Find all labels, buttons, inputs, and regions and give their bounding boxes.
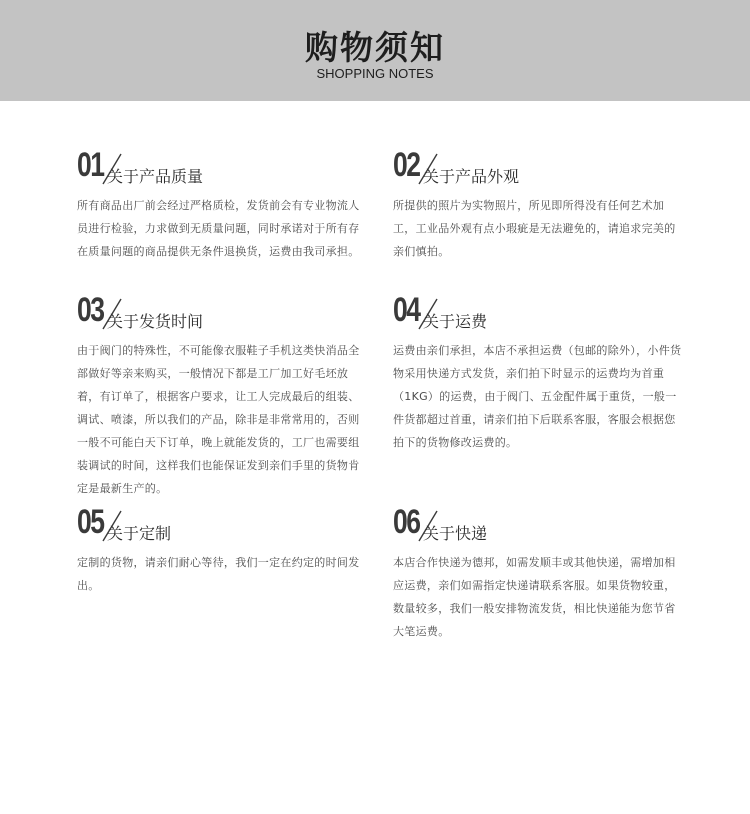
section-title: 关于发货时间 [107, 312, 204, 331]
section-header [77, 291, 367, 335]
section-number: 02 [393, 146, 420, 184]
section-title: 关于产品外观 [423, 167, 520, 186]
section-header [77, 503, 367, 547]
section-header [393, 146, 683, 190]
section-customization [77, 503, 367, 592]
section-header [77, 146, 367, 190]
section-body: 定制的货物，请亲们耐心等待，我们一定在约定的时间发出。 [77, 556, 360, 592]
section-title: 关于产品质量 [107, 167, 204, 186]
section-shipping-time [77, 291, 367, 495]
section-number: 03 [77, 291, 104, 329]
section-product-quality [77, 146, 367, 258]
page-title: 购物须知 [305, 28, 445, 67]
section-body: 所提供的照片为实物照片，所见即所得没有任何艺术加工，工业品外观有点小瑕疵是无法避免的，请追求完美的亲们慎拍。 [393, 199, 676, 258]
page-subtitle: SHOPPING NOTES [316, 66, 434, 81]
section-number: 04 [393, 291, 420, 329]
section-number: 05 [77, 503, 104, 541]
section-freight [393, 291, 683, 449]
section-title: 关于运费 [423, 312, 488, 331]
section-body: 所有商品出厂前会经过严格质检，发货前会有专业物流人员进行检验，力求做到无质量问题，同时承诺对于所有存在质量问题的商品提供无条件退换货，运费由我司承担。 [77, 199, 360, 258]
section-title: 关于快递 [423, 524, 488, 543]
section-header [393, 291, 683, 335]
section-number: 01 [77, 146, 104, 184]
section-title: 关于定制 [107, 524, 172, 543]
section-number: 06 [393, 503, 420, 541]
section-body: 运费由亲们承担，本店不承担运费（包邮的除外），小件货物采用快递方式发货，亲们拍下时显示的运费均为首重（1KG）的运费，由于阀门、五金配件属于重货，一般一件货都超过首重，请亲们拍下后联系客服，客服会根据您拍下的货物修改运费的。 [393, 344, 682, 449]
section-product-appearance [393, 146, 683, 258]
section-header [393, 503, 683, 547]
section-body: 由于阀门的特殊性，不可能像衣服鞋子手机这类快消品全部做好等亲来购买，一般情况下都是工厂加工好毛坯放着，有订单了，根据客户要求，让工人完成最后的组装、调试、喷漆，所以我们的产品，除非是非常常用的，否则一般不可能白天下订单，晚上就能发货的，工厂也需要组装调试的时间，这样我们也能保证发到亲们手里的货物肯定是最新生产的。 [77, 344, 360, 495]
header-banner [0, 0, 750, 101]
section-body: 本店合作快递为德邦，如需发顺丰或其他快递，需增加相应运费，亲们如需指定快递请联系客服。如果货物较重，数量较多，我们一般安排物流发货，相比快递能为您节省大笔运费。 [393, 556, 676, 638]
section-courier [393, 503, 683, 638]
